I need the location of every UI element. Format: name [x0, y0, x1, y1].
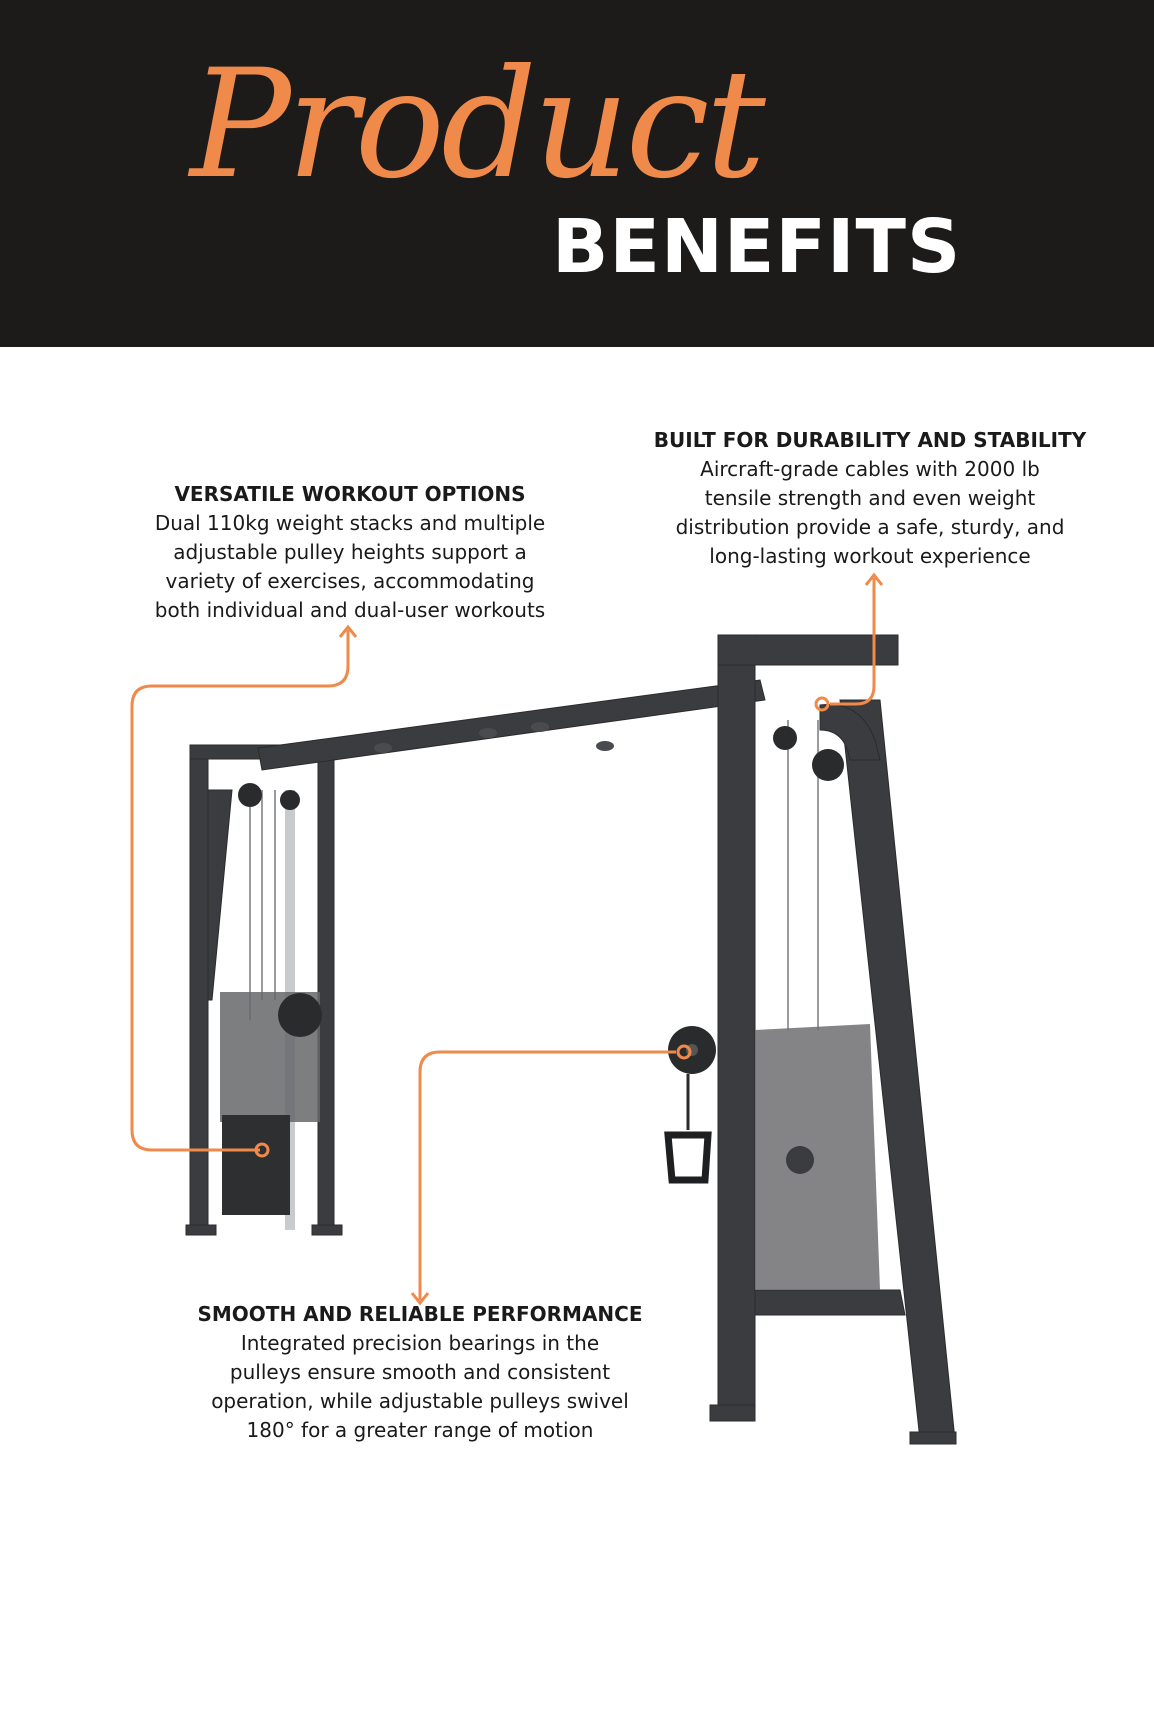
callout-title: SMOOTH AND RELIABLE PERFORMANCE — [197, 1302, 643, 1326]
callout-line: both individual and dual-user workouts — [154, 598, 546, 622]
callout-line: Integrated precision bearings in the — [240, 1331, 600, 1355]
callout-line: pulleys ensure smooth and consistent — [229, 1360, 611, 1384]
left-cables — [250, 790, 275, 1020]
right-top-pulley — [812, 749, 844, 781]
callout-line: distribution provide a safe, sturdy, and — [675, 515, 1065, 539]
stirrup-handle — [668, 1135, 708, 1180]
callout-smooth-performance — [170, 1300, 670, 1445]
callout-durability-stability — [640, 426, 1100, 571]
top-crossbar — [258, 680, 765, 770]
callout-line: tensile strength and even weight — [704, 486, 1036, 510]
callout-versatile-workout — [130, 480, 570, 625]
left-pulley-wheel — [278, 993, 322, 1037]
callout-title: VERSATILE WORKOUT OPTIONS — [174, 482, 526, 506]
callout-line: 180° for a greater range of motion — [246, 1418, 594, 1442]
callout-line: Dual 110kg weight stacks and multiple — [154, 511, 546, 535]
connector-performance — [420, 1052, 676, 1300]
callout-line: long-lasting workout experience — [709, 544, 1031, 568]
callout-line: Aircraft-grade cables with 2000 lb — [700, 457, 1040, 481]
right-mesh-shroud — [755, 1024, 880, 1290]
callout-line: operation, while adjustable pulleys swivel — [211, 1389, 629, 1413]
callout-line: adjustable pulley heights support a — [173, 540, 527, 564]
header-bold-word: BENEFITS — [552, 204, 962, 290]
left-weight-stack — [222, 1115, 290, 1215]
callout-line: variety of exercises, accommodating — [165, 569, 535, 593]
callout-title: BUILT FOR DURABILITY AND STABILITY — [653, 428, 1087, 452]
header-script-word: Product — [190, 38, 762, 212]
